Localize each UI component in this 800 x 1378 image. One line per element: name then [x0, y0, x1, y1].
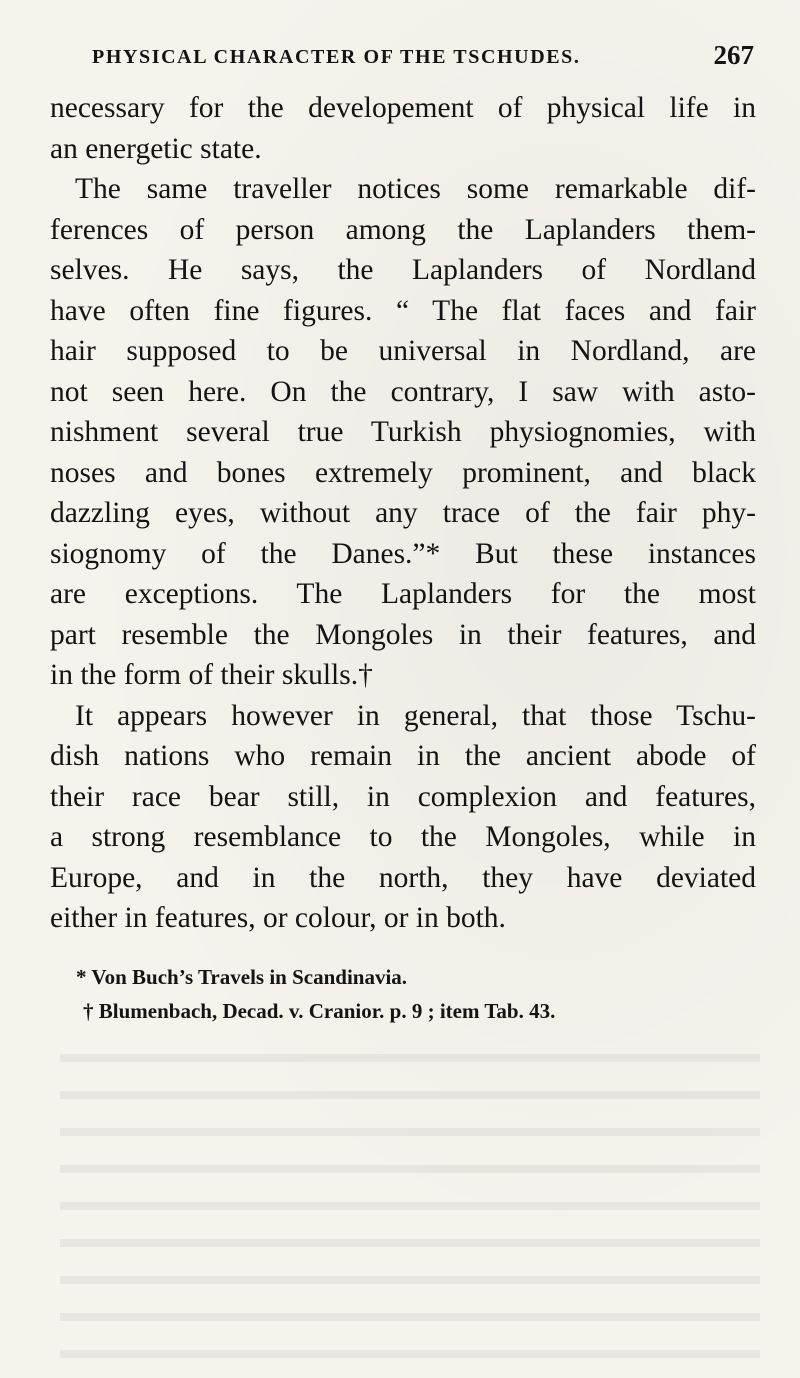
text-line: hair supposed to be universal in Nordland, are — [50, 335, 756, 367]
show-through-texture — [60, 1040, 760, 1360]
text-line: nishment several true Turkish physiognomies, with — [50, 416, 756, 448]
text-line: selves. He says, the Laplanders of Nordland — [50, 254, 756, 286]
footnote-2: † Blumenbach, Decad. v. Cranior. p. 9 ; item Tab. 43. — [83, 999, 556, 1023]
page-header — [92, 40, 754, 78]
text-line: have often fine figures. “ The flat faces and fair — [50, 294, 756, 327]
text-line: necessary for the developement of physical life in — [50, 92, 756, 124]
text-line: are exceptions. The Laplanders for the most — [50, 578, 756, 610]
text-line: a strong resemblance to the Mongoles, while in — [50, 821, 756, 853]
text-line: It appears however in general, that those Tschu- — [75, 699, 756, 732]
text-line: their race bear still, in complexion and features, — [50, 780, 756, 813]
text-line: in the form of their skulls.† — [50, 659, 373, 691]
text-line: not seen here. On the contrary, I saw with asto- — [50, 375, 756, 408]
text-line: Europe, and in the north, they have deviated — [50, 861, 756, 894]
page-number: 267 — [713, 40, 754, 70]
footnote-1: * Von Buch’s Travels in Scandinavia. — [76, 965, 408, 989]
text-line: dazzling eyes, without any trace of the fair phy- — [50, 497, 756, 529]
text-line: an energetic state. — [50, 132, 262, 165]
text-line: siognomy of the Danes.”* But these instances — [50, 537, 756, 570]
text-line: ferences of person among the Laplanders them- — [50, 213, 756, 246]
text-line: part resemble the Mongoles in their features, and — [50, 618, 756, 651]
running-head: PHYSICAL CHARACTER OF THE TSCHUDES. — [92, 46, 581, 68]
footnotes — [50, 960, 756, 1028]
text-line: either in features, or colour, or in both. — [50, 902, 506, 934]
text-line: dish nations who remain in the ancient abode of — [50, 740, 756, 772]
text-line: The same traveller notices some remarkable dif- — [75, 173, 756, 205]
body-text — [50, 88, 756, 939]
text-line: noses and bones extremely prominent, and black — [50, 456, 756, 489]
